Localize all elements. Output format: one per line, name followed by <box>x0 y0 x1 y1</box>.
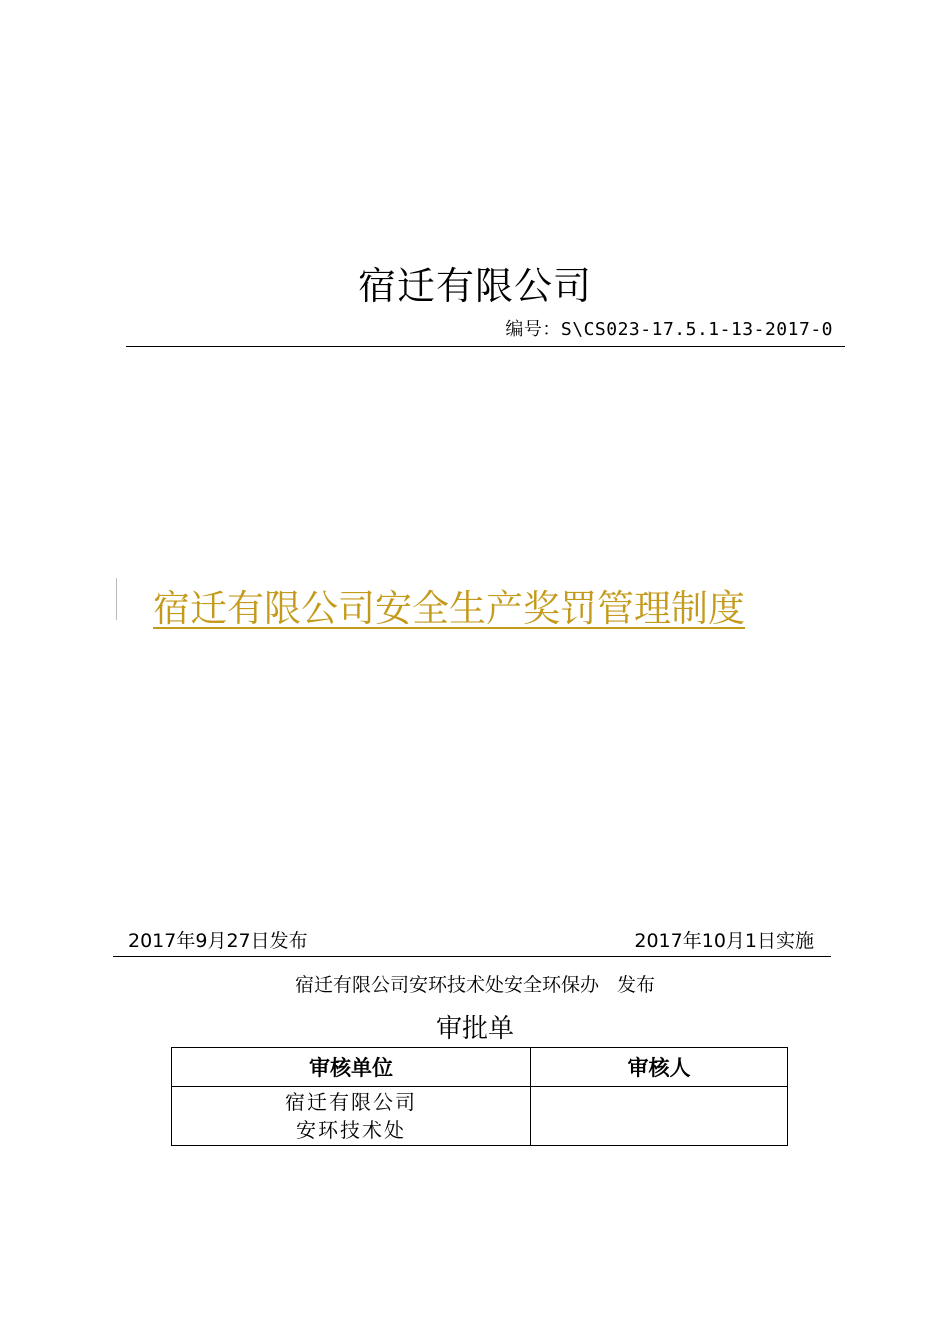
review-unit-line: 宿迁有限公司 <box>285 1090 417 1114</box>
table-row <box>172 1087 788 1146</box>
approval-table <box>171 1047 788 1146</box>
header-reviewer: 审核人 <box>531 1048 788 1087</box>
publisher-line: 宿迁有限公司安环技术处安全环保办 发布 <box>294 974 656 996</box>
approval-table-header-row <box>172 1048 788 1087</box>
review-unit-line: 安环技术处 <box>296 1118 406 1142</box>
company-header: 宿迁有限公司 <box>357 264 592 308</box>
header-review-unit: 审核单位 <box>172 1048 531 1087</box>
date-divider <box>113 956 831 957</box>
review-unit-cell[interactable] <box>172 1087 531 1146</box>
publish-date: 2017年9月27日发布 <box>128 930 308 952</box>
approval-sheet-title: 审批单 <box>435 1014 514 1044</box>
effective-date: 2017年10月1日实施 <box>634 930 814 952</box>
text-cursor-mark <box>116 578 117 620</box>
document-number: 编号：S\CS023-17.5.1-13-2017-0 <box>505 319 833 340</box>
document-title[interactable]: 宿迁有限公司安全生产奖罚管理制度 <box>153 587 745 630</box>
top-divider <box>126 346 845 347</box>
reviewer-cell[interactable] <box>531 1087 788 1146</box>
